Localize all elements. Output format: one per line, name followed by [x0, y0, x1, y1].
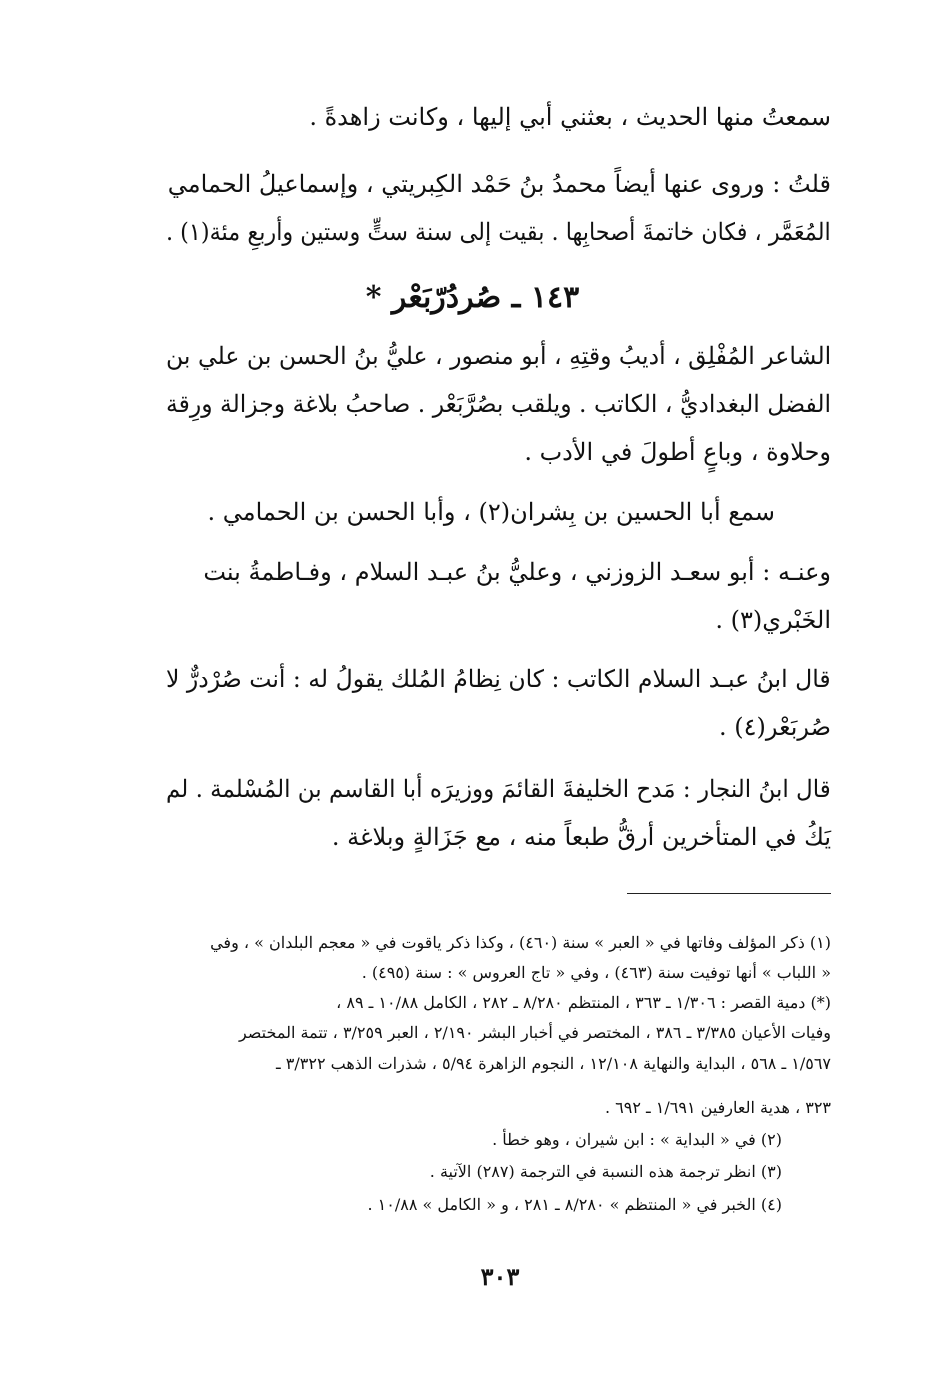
- entry-heading: ١٤٣ ـ صُردُرّبَعْر *: [365, 280, 580, 315]
- body-line: سمعتُ منها الحديث ، بعثني أبي إليها ، وكانت زاهدةً .: [309, 103, 831, 131]
- body-line: قال ابنُ عبـد السلام الكاتب : كان نِظامُ المُلك يقولُ له : أنت صُرْدرٌّ لا: [166, 665, 831, 693]
- footnote-line: وفيات الأعيان ٣/٣٨٥ ـ ٣٨٦ ، المختصر في أخبار البشر ٢/١٩٠ ، العبر ٣/٢٥٩ ، تتمة المختصر: [238, 1023, 831, 1042]
- body-line: قال ابنُ النجار : مَدح الخليفةَ القائمَ ووزيرَه أبا القاسم بن المُسْلمة . لم: [166, 775, 831, 803]
- footnote-line: « اللباب » أنها توفيت سنة (٤٦٣) ، وفي « تاج العروس » : سنة (٤٩٥) .: [361, 963, 831, 982]
- footnote-line: (٤) الخبر في « المنتظم » ٨/٢٨٠ ـ ٢٨١ ، و « الكامل » ١٠/٨٨ .: [367, 1195, 782, 1214]
- body-line: قلتُ : وروى عنها أيضاً محمدُ بنُ حَمْد الكِبريتي ، وإسماعيلُ الحمامي: [167, 170, 831, 198]
- body-line: الخَبْري(٣) .: [715, 606, 831, 634]
- footnote-line: (٣) انظر ترجمة هذه النسبة في الترجمة (٢٨٧) الآتية .: [429, 1162, 782, 1181]
- page-number: ٣٠٣: [480, 1262, 520, 1291]
- footnote-separator: [627, 893, 831, 894]
- body-line: سمع أبا الحسين بن بِشران(٢) ، وأبا الحسن بن الحمامي .: [207, 498, 775, 526]
- body-line: الشاعر المُفْلِق ، أديبُ وقتِهِ ، أبو منصور ، عليُّ بنُ الحسن بن علي بن: [165, 342, 831, 370]
- footnote-line: (*) دمية القصر : ١/٣٠٦ ـ ٣٦٣ ، المنتظم ٨/٢٨٠ ـ ٢٨٢ ، الكامل ١٠/٨٨ ـ ٨٩ ،: [336, 993, 831, 1012]
- body-line: صُربَعْر(٤) .: [719, 713, 831, 741]
- body-line: الفضل البغداديُّ ، الكاتب . ويلقب بصُرَّبَعْر . صاحبُ بلاغة وجزالة ورِقة: [165, 390, 831, 418]
- body-line: المُعَمَّر ، فكان خاتمةَ أصحابِها . بقيت إلى سنة ستٍّ وستين وأربعِ مئة(١) .: [166, 218, 831, 246]
- footnote-line: (٢) في « البداية » : ابن شيران ، وهو خطأ .: [492, 1130, 782, 1149]
- footnote-line: ٣٢٣ ، هدية العارفين ١/٦٩١ ـ ٦٩٢ .: [604, 1098, 831, 1117]
- body-line: وعنـه : أبو سعـد الزوزني ، وعليُّ بنُ عبـد السلام ، وفـاطمةُ بنت: [203, 558, 831, 586]
- footnote-line: ١/٥٦٧ ـ ٥٦٨ ، البداية والنهاية ١٢/١٠٨ ، النجوم الزاهرة ٥/٩٤ ، شذرات الذهب ٣/٣٢٢ ـ: [276, 1054, 831, 1073]
- body-line: وحلاوة ، وباعٍ أطولَ في الأدب .: [524, 438, 831, 466]
- body-line: يَكُ في المتأخرين أرقُّ طبعاً منه ، مع جَزَالةٍ وبلاغة .: [331, 823, 831, 851]
- footnote-line: (١) ذكر المؤلف وفاتها في « العبر » سنة (٤٦٠) ، وكذا ذكر ياقوت في « معجم البلدان » ، وفي: [210, 933, 831, 952]
